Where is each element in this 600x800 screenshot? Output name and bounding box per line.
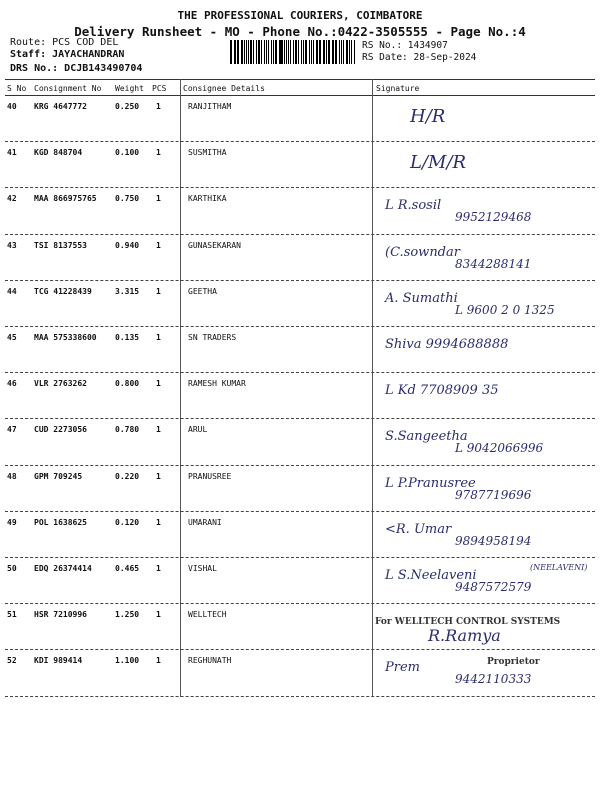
row-sno: 43 (7, 240, 17, 250)
row-weight: 0.135 (115, 333, 140, 342)
barcode-bar (320, 40, 321, 64)
row-signature-phone: 8344288141 (455, 256, 532, 271)
row-consignment-no: EDQ 26374414 (34, 564, 92, 573)
drs-number: DRS No.: DCJB143490704 (10, 63, 143, 74)
row-sno: 50 (7, 564, 17, 573)
row-consignment-no: KRG 4647772 (34, 102, 87, 111)
barcode-bar (301, 40, 302, 64)
row-signature-phone: 9487572579 (455, 580, 532, 594)
row-pcs: 1 (156, 102, 161, 111)
col-header-weight: Weight (115, 84, 144, 93)
col-header-consignment: Consignment No (34, 84, 102, 93)
row-signature: L/M/R (410, 152, 467, 174)
row-consignee: GEETHA (188, 286, 217, 296)
row-weight: 0.780 (115, 425, 140, 435)
row-consignee: RANJITHAM (188, 102, 232, 111)
barcode-bar (271, 40, 272, 64)
barcode-bar (273, 40, 275, 64)
barcode-bar (248, 40, 249, 64)
row-weight: 0.750 (115, 194, 140, 204)
row-weight: 0.120 (115, 517, 140, 527)
barcode-bar (261, 40, 262, 64)
barcode-bar (280, 40, 282, 64)
row-consignee: SUSMITHA (188, 148, 227, 158)
row-separator (5, 372, 595, 373)
row-consignment-no: TCG 41228439 (34, 286, 92, 296)
row-consignment-no: HSR 7210996 (34, 610, 87, 620)
barcode-bar (230, 40, 232, 64)
barcode-bar (351, 40, 353, 64)
row-pcs: 1 (156, 240, 161, 250)
barcode-bar (303, 40, 304, 64)
row-consignee: KARTHIKA (188, 194, 227, 204)
row-pcs: 1 (156, 286, 161, 296)
row-pcs: 1 (156, 333, 161, 342)
row-signature: <R. Umar (385, 521, 452, 537)
barcode-bar (354, 40, 355, 64)
barcode-bar (346, 40, 348, 64)
row-consignee: REGHUNATH (188, 656, 232, 666)
barcode-bar (290, 40, 292, 64)
barcode-bar (250, 40, 252, 64)
row-separator (5, 280, 595, 281)
row-pcs: 1 (156, 379, 161, 389)
rs-date: RS Date: 28-Sep-2024 (362, 52, 477, 63)
row-consignment-no: MAA 866975765 (34, 194, 97, 204)
row-signature: S.Sangeetha (385, 429, 468, 445)
row-weight: 0.800 (115, 379, 140, 389)
row-separator (5, 696, 595, 697)
row-separator (5, 557, 595, 558)
row-pcs: 1 (156, 425, 161, 435)
row-pcs: 1 (156, 148, 161, 158)
row-weight: 0.220 (115, 471, 140, 481)
row-consignee: VISHAL (188, 564, 217, 573)
barcode-bar (234, 40, 235, 64)
signature-column-divider (372, 79, 373, 697)
row-consignee: WELLTECH (188, 610, 227, 620)
row-signature-phone: 9442110333 (455, 672, 532, 687)
row-signature: Prem (385, 660, 420, 676)
row-signature-phone: L 9600 2 0 1325 (455, 302, 555, 317)
barcode-bar (241, 40, 243, 64)
row-sno: 44 (7, 286, 17, 296)
barcode-bar (256, 40, 257, 64)
barcode-bar (279, 40, 280, 64)
stamp-signature: R.Ramya (428, 626, 501, 645)
row-signature: L R.sosil (385, 198, 442, 214)
row-sno: 52 (7, 656, 17, 666)
neelaveni-note: (NEELAVENI) (530, 563, 588, 572)
row-sno: 46 (7, 379, 17, 389)
table-header-border (5, 95, 595, 96)
stamp-role: Proprietor (487, 657, 540, 667)
barcode-bar (305, 40, 307, 64)
row-separator (5, 603, 595, 604)
barcode-bar (246, 40, 247, 64)
row-weight: 0.250 (115, 102, 140, 111)
row-consignment-no: MAA 575338600 (34, 333, 97, 342)
row-weight: 1.250 (115, 610, 140, 620)
row-signature: L P.Pranusree (385, 475, 476, 491)
row-sno: 51 (7, 610, 17, 620)
barcode-bar (319, 40, 320, 64)
row-sno: 49 (7, 517, 17, 527)
col-header-pcs: PCS (152, 84, 167, 93)
row-weight: 3.315 (115, 286, 140, 296)
barcode-bar (266, 40, 268, 64)
row-consignee: RAMESH KUMAR (188, 379, 246, 389)
row-separator (5, 141, 595, 142)
barcode-bar (264, 40, 265, 64)
row-signature: H/R (410, 106, 446, 127)
route-label: Route: PCS COD DEL (10, 37, 119, 48)
row-consignment-no: KDI 989414 (34, 656, 83, 666)
col-header-signature: Signature (376, 84, 420, 93)
row-consignment-no: POL 1638625 (34, 517, 87, 527)
row-separator (5, 234, 595, 235)
barcode-bar (333, 40, 334, 64)
row-sno: 47 (7, 425, 17, 435)
row-weight: 0.940 (115, 240, 140, 250)
barcode-bar (258, 40, 260, 64)
row-consignment-no: KGD 848704 (34, 148, 83, 158)
barcode-bar (284, 40, 285, 64)
row-signature-phone: 9894958194 (455, 533, 532, 548)
row-weight: 0.100 (115, 148, 140, 158)
row-weight: 0.465 (115, 564, 140, 573)
row-consignee: SN TRADERS (188, 333, 237, 342)
barcode-bar (286, 40, 287, 64)
barcode-bar (326, 40, 327, 64)
stamp-company: For WELLTECH CONTROL SYSTEMS (375, 617, 561, 627)
row-consignee: ARUL (188, 425, 208, 435)
row-signature-phone: 9787719696 (455, 487, 532, 502)
col-header-sno: S No (7, 84, 27, 93)
barcode-bar (244, 40, 245, 64)
barcode (230, 40, 356, 64)
row-consignment-no: VLR 2763262 (34, 379, 87, 389)
rs-number: RS No.: 1434907 (362, 40, 448, 51)
col-header-consignee: Consignee Details (183, 84, 265, 93)
row-signature-phone: L 9042066996 (455, 441, 544, 456)
row-signature-phone: 9952129468 (455, 210, 532, 225)
barcode-bar (313, 40, 314, 64)
row-consignee: PRANUSREE (188, 471, 232, 481)
row-separator (5, 187, 595, 188)
row-consignment-no: TSI 8137553 (34, 240, 87, 250)
row-signature: L Kd 7708909 35 (385, 383, 499, 399)
row-signature: Shiva 9994688888 (385, 337, 509, 352)
row-sno: 48 (7, 471, 17, 481)
row-consignee: GUNASEKARAN (188, 240, 241, 250)
runsheet-subtitle: Delivery Runsheet - MO - Phone No.:0422-3505555 - Page No.:4 (74, 24, 526, 39)
row-weight: 1.100 (115, 656, 140, 666)
row-consignment-no: CUD 2273056 (34, 425, 87, 435)
row-separator (5, 326, 595, 327)
row-sno: 42 (7, 194, 17, 204)
barcode-bar (268, 40, 269, 64)
staff-label: Staff: JAYACHANDRAN (10, 49, 125, 60)
row-pcs: 1 (156, 517, 161, 527)
barcode-bar (341, 40, 342, 64)
barcode-bar (309, 40, 311, 64)
row-pcs: 1 (156, 564, 161, 573)
barcode-bar (298, 40, 300, 64)
row-pcs: 1 (156, 610, 161, 620)
table-top-border (5, 79, 595, 80)
row-sno: 40 (7, 102, 17, 111)
barcode-bar (335, 40, 337, 64)
row-sno: 45 (7, 333, 17, 342)
barcode-bar (295, 40, 297, 64)
barcode-bar (235, 40, 236, 64)
row-signature: L S.Neelaveni (385, 568, 477, 583)
row-pcs: 1 (156, 471, 161, 481)
barcode-bar (275, 40, 277, 64)
row-pcs: 1 (156, 194, 161, 204)
row-separator (5, 418, 595, 419)
company-title: THE PROFESSIONAL COURIERS, COIMBATORE (177, 9, 423, 22)
barcode-bar (328, 40, 330, 64)
barcode-bar (339, 40, 341, 64)
consignee-column-divider (180, 79, 181, 697)
row-separator (5, 465, 595, 466)
row-signature: A. Sumathi (385, 290, 458, 306)
barcode-bar (253, 40, 255, 64)
barcode-bar (332, 40, 333, 64)
row-separator (5, 649, 595, 650)
barcode-bar (311, 40, 312, 64)
row-pcs: 1 (156, 656, 161, 666)
barcode-bar (237, 40, 239, 64)
row-consignment-no: GPM 709245 (34, 471, 83, 481)
row-sno: 41 (7, 148, 17, 158)
barcode-bar (349, 40, 350, 64)
row-signature: (C.sowndar (385, 244, 460, 260)
row-separator (5, 511, 595, 512)
barcode-bar (288, 40, 289, 64)
barcode-bar (323, 40, 325, 64)
row-consignee: UMARANI (188, 517, 222, 527)
barcode-bar (343, 40, 344, 64)
barcode-bar (293, 40, 294, 64)
barcode-bar (316, 40, 318, 64)
